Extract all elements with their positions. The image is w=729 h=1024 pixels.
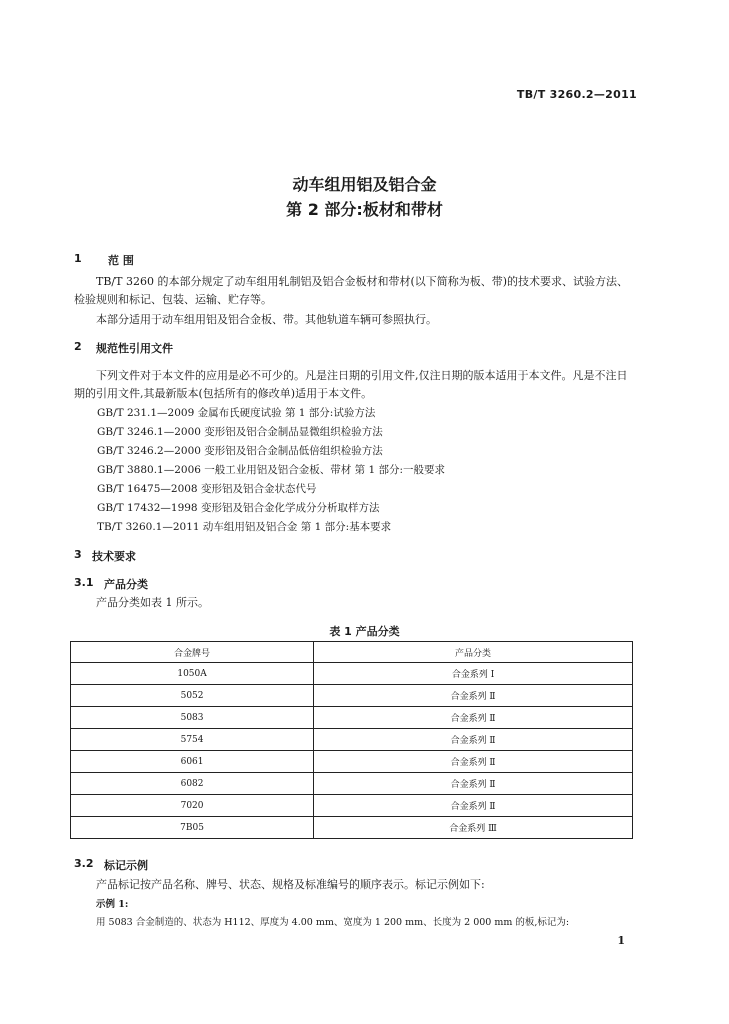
table-header-row <box>71 642 633 663</box>
table-caption: 表 1 产品分类 <box>329 625 400 638</box>
column-header-alloy: 合金牌号 <box>71 642 314 663</box>
category-cell: 合金系列 Ⅱ <box>314 707 633 729</box>
table-row <box>71 773 633 795</box>
document-title: 动车组用铝及铝合金 <box>292 175 437 194</box>
reference-item: GB/T 16475—2008 变形铝及铝合金状态代号 <box>97 483 317 495</box>
alloy-cell: 7B05 <box>71 817 314 839</box>
reference-item: GB/T 17432—1998 变形铝及铝合金化学成分分析取样方法 <box>97 502 380 514</box>
reference-item: GB/T 3246.2—2000 变形铝及铝合金制品低倍组织检验方法 <box>97 445 383 457</box>
section-1-paragraph-2: 本部分适用于动车组用铝及铝合金板、带。其他轨道车辆可参照执行。 <box>96 313 437 326</box>
category-cell: 合金系列 Ⅲ <box>314 817 633 839</box>
category-cell: 合金系列 Ⅱ <box>314 751 633 773</box>
section-1-paragraph-1: TB/T 3260 的本部分规定了动车组用轧制铝及铝合金板材和带材(以下简称为板、带)的技术要求、试验方法、检验规则和标记、包装、运输、贮存等。 <box>74 275 629 306</box>
example-label: 示例 1: <box>96 899 129 910</box>
table-row <box>71 751 633 773</box>
section-3-2-number: 3.2 <box>74 857 94 870</box>
alloy-cell: 5754 <box>71 729 314 751</box>
reference-item: GB/T 3880.1—2006 一般工业用铝及铝合金板、带材 第 1 部分:一般要求 <box>97 464 446 476</box>
table-row <box>71 663 633 685</box>
table-row <box>71 729 633 751</box>
section-1-number: 1 <box>74 252 82 265</box>
category-cell: 合金系列 Ⅰ <box>314 663 633 685</box>
section-3-heading: 技术要求 <box>92 550 136 563</box>
table-row <box>71 685 633 707</box>
page-number: 1 <box>617 934 625 947</box>
section-3-2-heading: 标记示例 <box>104 859 148 872</box>
section-3-2-paragraph: 产品标记按产品名称、牌号、状态、规格及标准编号的顺序表示。标记示例如下: <box>96 878 485 891</box>
section-2-number: 2 <box>74 340 82 353</box>
table-row <box>71 817 633 839</box>
reference-item: GB/T 231.1—2009 金属布氏硬度试验 第 1 部分:试验方法 <box>97 407 376 419</box>
product-classification-table <box>70 641 633 839</box>
alloy-cell: 6061 <box>71 751 314 773</box>
category-cell: 合金系列 Ⅱ <box>314 795 633 817</box>
column-header-category: 产品分类 <box>314 642 633 663</box>
section-3-1-number: 3.1 <box>74 576 94 589</box>
section-2-paragraph: 下列文件对于本文件的应用是必不可少的。凡是注日期的引用文件,仅注日期的版本适用于本文件。凡是不注日期的引用文件,其最新版本(包括所有的修改单)适用于本文件。 <box>74 369 628 400</box>
section-3-number: 3 <box>74 548 82 561</box>
alloy-cell: 5083 <box>71 707 314 729</box>
category-cell: 合金系列 Ⅱ <box>314 685 633 707</box>
example-text: 用 5083 合金制造的、状态为 H112、厚度为 4.00 mm、宽度为 1 200 mm、长度为 2 000 mm 的板,标记为: <box>96 917 570 928</box>
category-cell: 合金系列 Ⅱ <box>314 729 633 751</box>
alloy-cell: 6082 <box>71 773 314 795</box>
section-3-1-heading: 产品分类 <box>104 578 148 591</box>
document-subtitle: 第 2 部分:板材和带材 <box>286 200 443 219</box>
section-3-1-paragraph: 产品分类如表 1 所示。 <box>96 596 209 609</box>
table-row <box>71 707 633 729</box>
category-cell: 合金系列 Ⅱ <box>314 773 633 795</box>
reference-item: TB/T 3260.1—2011 动车组用铝及铝合金 第 1 部分:基本要求 <box>97 521 392 533</box>
reference-item: GB/T 3246.1—2000 变形铝及铝合金制品显微组织检验方法 <box>97 426 383 438</box>
alloy-cell: 5052 <box>71 685 314 707</box>
alloy-cell: 1050A <box>71 663 314 685</box>
standard-number: TB/T 3260.2—2011 <box>516 88 637 101</box>
alloy-cell: 7020 <box>71 795 314 817</box>
section-1-heading: 范 围 <box>108 254 134 267</box>
section-2-heading: 规范性引用文件 <box>96 342 173 355</box>
table-row <box>71 795 633 817</box>
